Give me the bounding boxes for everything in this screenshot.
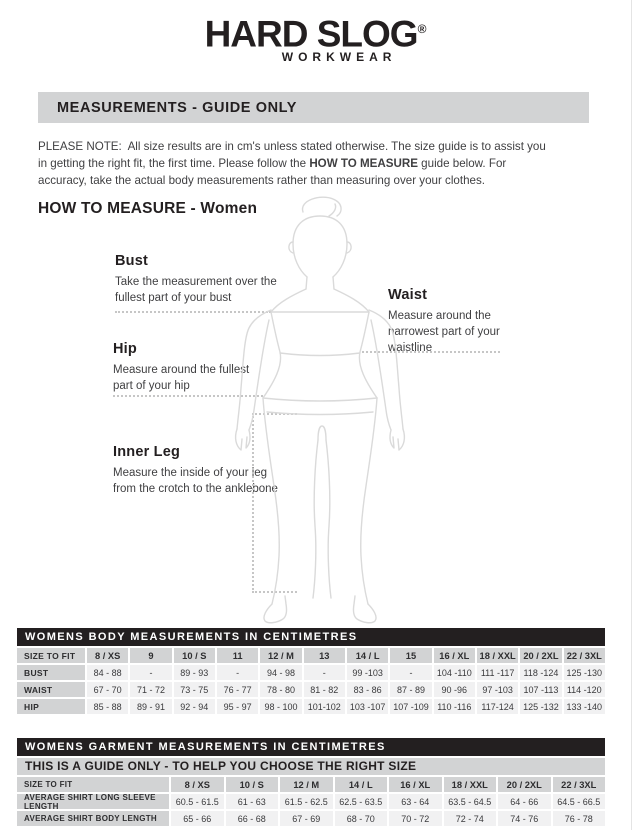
value-cell: 62.5 - 63.5 xyxy=(335,794,388,809)
value-cell: 103 -107 xyxy=(347,699,388,714)
size-cell: 20 / 2XL xyxy=(498,777,551,792)
size-cell: 18 / XXL xyxy=(477,648,518,663)
value-cell: 125 -130 xyxy=(564,665,605,680)
note-bold: HOW TO MEASURE xyxy=(309,157,418,170)
waist-description: Measure around the narrowest part of your waistline xyxy=(388,310,500,354)
garment-measurements-table xyxy=(17,738,605,826)
row-label: BUST xyxy=(17,665,85,680)
value-cell: 101-102 xyxy=(304,699,345,714)
size-cell: 8 / XS xyxy=(87,648,128,663)
value-cell: 61 - 63 xyxy=(226,794,279,809)
size-cell: 12 / M xyxy=(260,648,301,663)
size-cell: 14 / L xyxy=(347,648,388,663)
value-cell: 92 - 94 xyxy=(174,699,215,714)
value-cell: 133 -140 xyxy=(564,699,605,714)
value-cell: - xyxy=(130,665,171,680)
value-cell: 104 -110 xyxy=(434,665,475,680)
value-cell: 71 - 72 xyxy=(130,682,171,697)
garment-table-title: WOMENS GARMENT MEASUREMENTS IN CENTIMETRES xyxy=(17,738,605,756)
value-cell: 70 - 72 xyxy=(389,811,442,826)
value-cell: 111 -117 xyxy=(477,665,518,680)
value-cell: 68 - 70 xyxy=(335,811,388,826)
table-row xyxy=(17,794,605,809)
value-cell: 76 - 78 xyxy=(553,811,606,826)
value-cell: 95 - 97 xyxy=(217,699,258,714)
size-cell: 13 xyxy=(304,648,345,663)
value-cell: - xyxy=(217,665,258,680)
table-row xyxy=(17,811,605,826)
size-cell: 12 / M xyxy=(280,777,333,792)
size-cell: 8 / XS xyxy=(171,777,224,792)
value-cell: 65 - 66 xyxy=(171,811,224,826)
row-label: AVERAGE SHIRT BODY LENGTH xyxy=(17,811,169,826)
value-cell: - xyxy=(304,665,345,680)
table-row xyxy=(17,665,605,680)
section-header-bar xyxy=(38,92,589,123)
size-cell: 9 xyxy=(130,648,171,663)
value-cell: 84 - 88 xyxy=(87,665,128,680)
value-cell: 64 - 66 xyxy=(498,794,551,809)
value-cell: 63 - 64 xyxy=(389,794,442,809)
value-cell: 83 - 86 xyxy=(347,682,388,697)
value-cell: 66 - 68 xyxy=(226,811,279,826)
table-row xyxy=(17,682,605,697)
value-cell: 125 -132 xyxy=(520,699,561,714)
size-cell: 10 / S xyxy=(226,777,279,792)
size-cell: 10 / S xyxy=(174,648,215,663)
note-pre: PLEASE NOTE: All size results are in cm's unless stated otherwise. The size guide is to assist you in getting the right fit, the first time. Please follow the xyxy=(38,140,550,170)
section-header-title: MEASUREMENTS - GUIDE ONLY xyxy=(57,99,298,116)
value-cell: 107 -109 xyxy=(390,699,431,714)
bust-description: Take the measurement over the fullest part of your bust xyxy=(115,276,277,304)
please-note-text xyxy=(38,138,554,189)
body-table-grid xyxy=(17,648,605,714)
size-cell: 15 xyxy=(390,648,431,663)
hip-label: Hip xyxy=(113,341,137,357)
value-cell: 87 - 89 xyxy=(390,682,431,697)
value-cell: 67 - 69 xyxy=(280,811,333,826)
value-cell: 67 - 70 xyxy=(87,682,128,697)
value-cell: - xyxy=(390,665,431,680)
value-cell: 78 - 80 xyxy=(260,682,301,697)
garment-table-grid xyxy=(17,777,605,826)
value-cell: 85 - 88 xyxy=(87,699,128,714)
value-cell: 89 - 93 xyxy=(174,665,215,680)
size-cell: 22 / 3XL xyxy=(564,648,605,663)
value-cell: 94 - 98 xyxy=(260,665,301,680)
row-header-label: SIZE TO FIT xyxy=(17,648,85,663)
size-cell: 14 / L xyxy=(335,777,388,792)
table-row xyxy=(17,699,605,714)
value-cell: 61.5 - 62.5 xyxy=(280,794,333,809)
size-cell: 11 xyxy=(217,648,258,663)
size-cell: 20 / 2XL xyxy=(520,648,561,663)
inner-leg-description: Measure the inside of your leg from the crotch to the anklebone xyxy=(113,467,278,495)
body-table-title: WOMENS BODY MEASUREMENTS IN CENTIMETRES xyxy=(17,628,605,646)
value-cell: 110 -116 xyxy=(434,699,475,714)
value-cell: 118 -124 xyxy=(520,665,561,680)
bust-label: Bust xyxy=(115,253,149,269)
how-to-measure-title: HOW TO MEASURE - Women xyxy=(38,200,258,217)
value-cell: 98 - 100 xyxy=(260,699,301,714)
value-cell: 60.5 - 61.5 xyxy=(171,794,224,809)
value-cell: 99 -103 xyxy=(347,665,388,680)
size-header-row xyxy=(17,648,605,663)
row-label: WAIST xyxy=(17,682,85,697)
value-cell: 90 -96 xyxy=(434,682,475,697)
registered-mark: ® xyxy=(417,22,427,36)
brand-logo xyxy=(0,10,631,66)
value-cell: 73 - 75 xyxy=(174,682,215,697)
size-header-row xyxy=(17,777,605,792)
value-cell: 72 - 74 xyxy=(444,811,497,826)
size-cell: 18 / XXL xyxy=(444,777,497,792)
waist-label: Waist xyxy=(388,287,428,303)
body-measurements-table xyxy=(17,628,605,714)
brand-subname: WORKWEAR xyxy=(281,50,397,65)
value-cell: 74 - 76 xyxy=(498,811,551,826)
value-cell: 117-124 xyxy=(477,699,518,714)
value-cell: 89 - 91 xyxy=(130,699,171,714)
note-post: guide below. For accuracy, take the actual body measurements rather than measuring over your clothes. xyxy=(38,157,510,187)
inner-leg-label: Inner Leg xyxy=(113,444,181,460)
value-cell: 63.5 - 64.5 xyxy=(444,794,497,809)
row-header-label: SIZE TO FIT xyxy=(17,777,169,792)
woman-figure-illustration xyxy=(225,196,425,628)
size-cell: 16 / XL xyxy=(389,777,442,792)
row-label: HIP xyxy=(17,699,85,714)
value-cell: 97 -103 xyxy=(477,682,518,697)
value-cell: 81 - 82 xyxy=(304,682,345,697)
value-cell: 76 - 77 xyxy=(217,682,258,697)
value-cell: 107 -113 xyxy=(520,682,561,697)
brand-name: HARD SLOG® xyxy=(204,13,427,55)
value-cell: 114 -120 xyxy=(564,682,605,697)
size-cell: 16 / XL xyxy=(434,648,475,663)
row-label: AVERAGE SHIRT LONG SLEEVE LENGTH xyxy=(17,794,169,809)
value-cell: 64.5 - 66.5 xyxy=(553,794,606,809)
size-cell: 22 / 3XL xyxy=(553,777,606,792)
garment-table-subtitle: THIS IS A GUIDE ONLY - TO HELP YOU CHOOSE THE RIGHT SIZE xyxy=(17,758,605,775)
hip-description: Measure around the fullest part of your hip xyxy=(113,364,250,392)
